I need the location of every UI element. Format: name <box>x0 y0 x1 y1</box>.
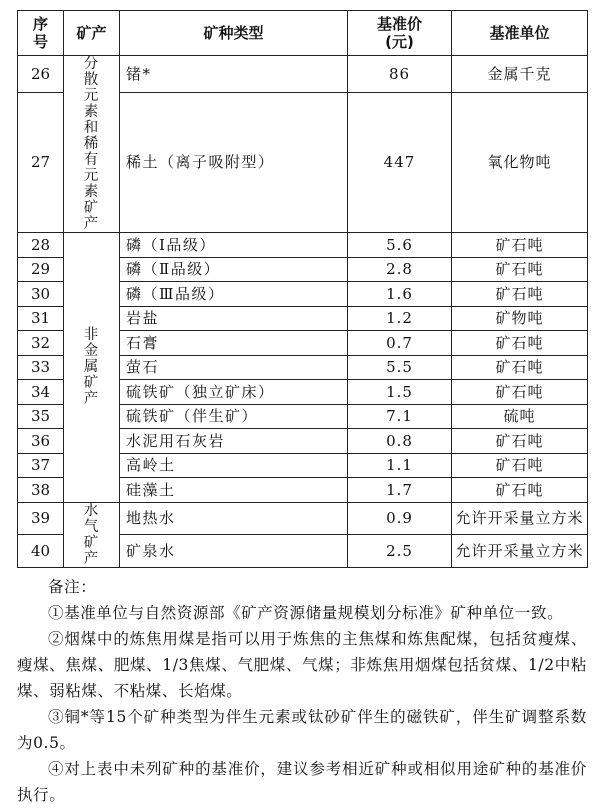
row-unit: 氧化物吨 <box>452 92 588 232</box>
row-type: 磷（Ⅲ品级） <box>120 282 348 307</box>
table-row <box>18 56 588 93</box>
row-type: 稀土（离子吸附型） <box>120 92 348 232</box>
row-unit: 矿石吨 <box>452 429 588 454</box>
row-unit: 矿物吨 <box>452 306 588 331</box>
note-1: ①基准单位与自然资源部《矿产资源储量规模划分标准》矿种单位一致。 <box>48 603 564 622</box>
row-price: 5.6 <box>348 233 452 258</box>
row-price: 1.6 <box>348 282 452 307</box>
header-price: 基准价(元) <box>348 11 452 56</box>
note-3: ③铜*等15个矿种类型为伴生元素或钛砂矿伴生的磁铁矿，伴生矿调整系数为0.5。 <box>17 707 587 752</box>
row-unit: 金属千克 <box>452 56 588 93</box>
row-price: 0.8 <box>348 429 452 454</box>
row-price: 0.7 <box>348 331 452 356</box>
group-water: 水气矿产 <box>64 502 120 567</box>
row-type: 高岭土 <box>120 453 348 478</box>
row-price: 7.1 <box>348 404 452 429</box>
group-nonmetal: 非金属矿产 <box>64 233 120 503</box>
row-price: 5.5 <box>348 355 452 380</box>
row-unit: 矿石吨 <box>452 282 588 307</box>
row-unit: 矿石吨 <box>452 233 588 258</box>
header-no: 序号 <box>18 11 64 56</box>
row-price: 2.5 <box>348 535 452 568</box>
row-unit: 矿石吨 <box>452 257 588 282</box>
table-row <box>18 502 588 535</box>
row-no: 33 <box>18 355 64 380</box>
group-rare: 分散元素和稀有元素矿产 <box>64 56 120 233</box>
row-unit: 矿石吨 <box>452 380 588 405</box>
notes-title: 备注： <box>48 577 97 596</box>
row-price: 1.1 <box>348 453 452 478</box>
row-unit: 矿石吨 <box>452 331 588 356</box>
header-type: 矿种类型 <box>120 11 348 56</box>
row-type: 水泥用石灰岩 <box>120 429 348 454</box>
row-unit: 矿石吨 <box>452 355 588 380</box>
row-no: 27 <box>18 92 64 232</box>
row-price: 86 <box>348 56 452 93</box>
header-row <box>18 11 588 56</box>
document <box>17 10 587 808</box>
row-unit: 硫吨 <box>452 404 588 429</box>
row-type: 锗* <box>120 56 348 93</box>
row-no: 26 <box>18 56 64 93</box>
row-unit: 矿石吨 <box>452 453 588 478</box>
row-type: 矿泉水 <box>120 535 348 568</box>
row-unit: 允许开采量立方米 <box>452 535 588 568</box>
row-type: 地热水 <box>120 502 348 535</box>
header-unit: 基准单位 <box>452 11 588 56</box>
notes-section <box>17 574 587 808</box>
row-no: 30 <box>18 282 64 307</box>
row-no: 28 <box>18 233 64 258</box>
note-4: ④对上表中未列矿种的基准价，建议参考相近矿种或相似用途矿种的基准价执行。 <box>17 759 587 804</box>
row-price: 0.9 <box>348 502 452 535</box>
row-no: 36 <box>18 429 64 454</box>
price-table <box>17 10 588 568</box>
row-no: 39 <box>18 502 64 535</box>
row-type: 硅藻土 <box>120 478 348 503</box>
row-no: 32 <box>18 331 64 356</box>
row-type: 岩盐 <box>120 306 348 331</box>
row-type: 硫铁矿（伴生矿） <box>120 404 348 429</box>
row-no: 37 <box>18 453 64 478</box>
table-row <box>18 233 588 258</box>
row-no: 29 <box>18 257 64 282</box>
note-2: ②烟煤中的炼焦用煤是指可以用于炼焦的主焦煤和炼焦配煤，包括贫瘦煤、瘦煤、焦煤、肥煤、1/3焦煤、气肥煤、气煤；非炼焦用烟煤包括贫煤、1/2中粘煤、弱粘煤、不粘煤、长焰煤。 <box>17 629 587 700</box>
row-no: 34 <box>18 380 64 405</box>
row-price: 1.5 <box>348 380 452 405</box>
row-price: 1.2 <box>348 306 452 331</box>
row-type: 磷（Ⅰ品级） <box>120 233 348 258</box>
row-price: 2.8 <box>348 257 452 282</box>
row-type: 石膏 <box>120 331 348 356</box>
row-no: 40 <box>18 535 64 568</box>
header-mineral: 矿产 <box>64 11 120 56</box>
row-price: 1.7 <box>348 478 452 503</box>
row-type: 硫铁矿（独立矿床） <box>120 380 348 405</box>
row-no: 35 <box>18 404 64 429</box>
row-unit: 矿石吨 <box>452 478 588 503</box>
row-no: 38 <box>18 478 64 503</box>
row-no: 31 <box>18 306 64 331</box>
row-price: 447 <box>348 92 452 232</box>
row-type: 萤石 <box>120 355 348 380</box>
row-type: 磷（Ⅱ品级） <box>120 257 348 282</box>
row-unit: 允许开采量立方米 <box>452 502 588 535</box>
